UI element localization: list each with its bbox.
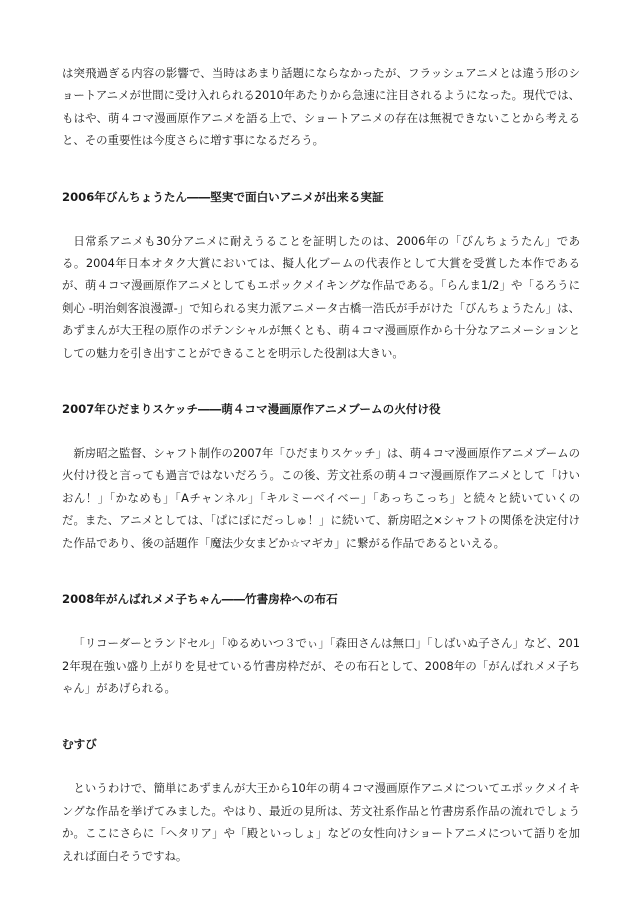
intro-paragraph: は突飛過ぎる内容の影響で、当時はあまり話題にならなかったが、フラッシュアニメとは違う形のショートアニメが世間に受け入れられる2010年あたりから急速に注目されるようになった。現代では、もはや、萌４コマ漫画原作アニメを語る上で、ショートアニメの存在は無視できないことから考えると、その重要性は今度さらに増す事になるだろう。 <box>62 66 580 148</box>
section-heading-2007: 2007年ひだまりスケッチ――萌４コマ漫画原作アニメブームの火付け役 <box>62 402 441 417</box>
section-body-conclusion: というわけで、簡単にあずまんが大王から10年の萌４コマ漫画原作アニメについてエポックメイキングな作品を挙げてみました。やはり、最近の見所は、芳文社系作品と竹書房系作品の流れでしょうか。ここにさらに「ヘタリア」や「殿といっしょ」などの女性向けショートアニメについて語りを加えれば面白そうですね。 <box>62 781 580 863</box>
section-heading-conclusion: むすび <box>62 737 97 752</box>
section-body-2007: 新房昭之監督、シャフト制作の2007年「ひだまりスケッチ」は、萌４コマ漫画原作アニメブームの火付け役と言っても過言ではないだろう。この後、芳文社系の萌４コマ漫画原作アニメとして「けいおん！」「かなめも」「Aチャンネル」「キルミーベイベー」「あっちこっち」と続々と続いていくのだ。また、アニメとしては、「ぱにぽにだっしゅ！」に続いて、新房昭之×シャフトの関係を決定付けた作品であり、後の話題作「魔法少女まどか☆マギカ」に繋がる作品であるといえる。 <box>62 446 580 550</box>
section-body-2008: 「リコーダーとランドセル」「ゆるめいつ３でぃ」「森田さんは無口」「しばいぬ子さん」など、2012年現在強い盛り上がりを見せている竹書房枠だが、その布石として、2008年の「がんばれメメ子ちゃん」があげられる。 <box>62 636 580 695</box>
document-page <box>62 62 580 867</box>
section-heading-2006: 2006年びんちょうたん――堅実で面白いアニメが出来る実証 <box>62 189 384 204</box>
section-body-2006: 日常系アニメも30分アニメに耐えうることを証明したのは、2006年の「びんちょうたん」である。2004年日本オタク大賞においては、擬人化ブームの代表作として大賞を受賞した本作であるが、萌４コマ漫画原作アニメとしてもエポックメイキングな作品である。「らんま1/2」や「るろうに剣心 -明治剣客浪漫譚-」で知られる実力派アニメータ古橋一浩氏が手がけた「びんちょうたん」は、あずまんが大王程の原作のポテンシャルが無くとも、萌４コマ漫画原作から十分なアニメーションとしての魅力を引き出すことができることを明示した役割は大きい。 <box>62 233 580 360</box>
section-heading-2008: 2008年がんばれメメ子ちゃん――竹書房枠への布石 <box>62 592 338 607</box>
